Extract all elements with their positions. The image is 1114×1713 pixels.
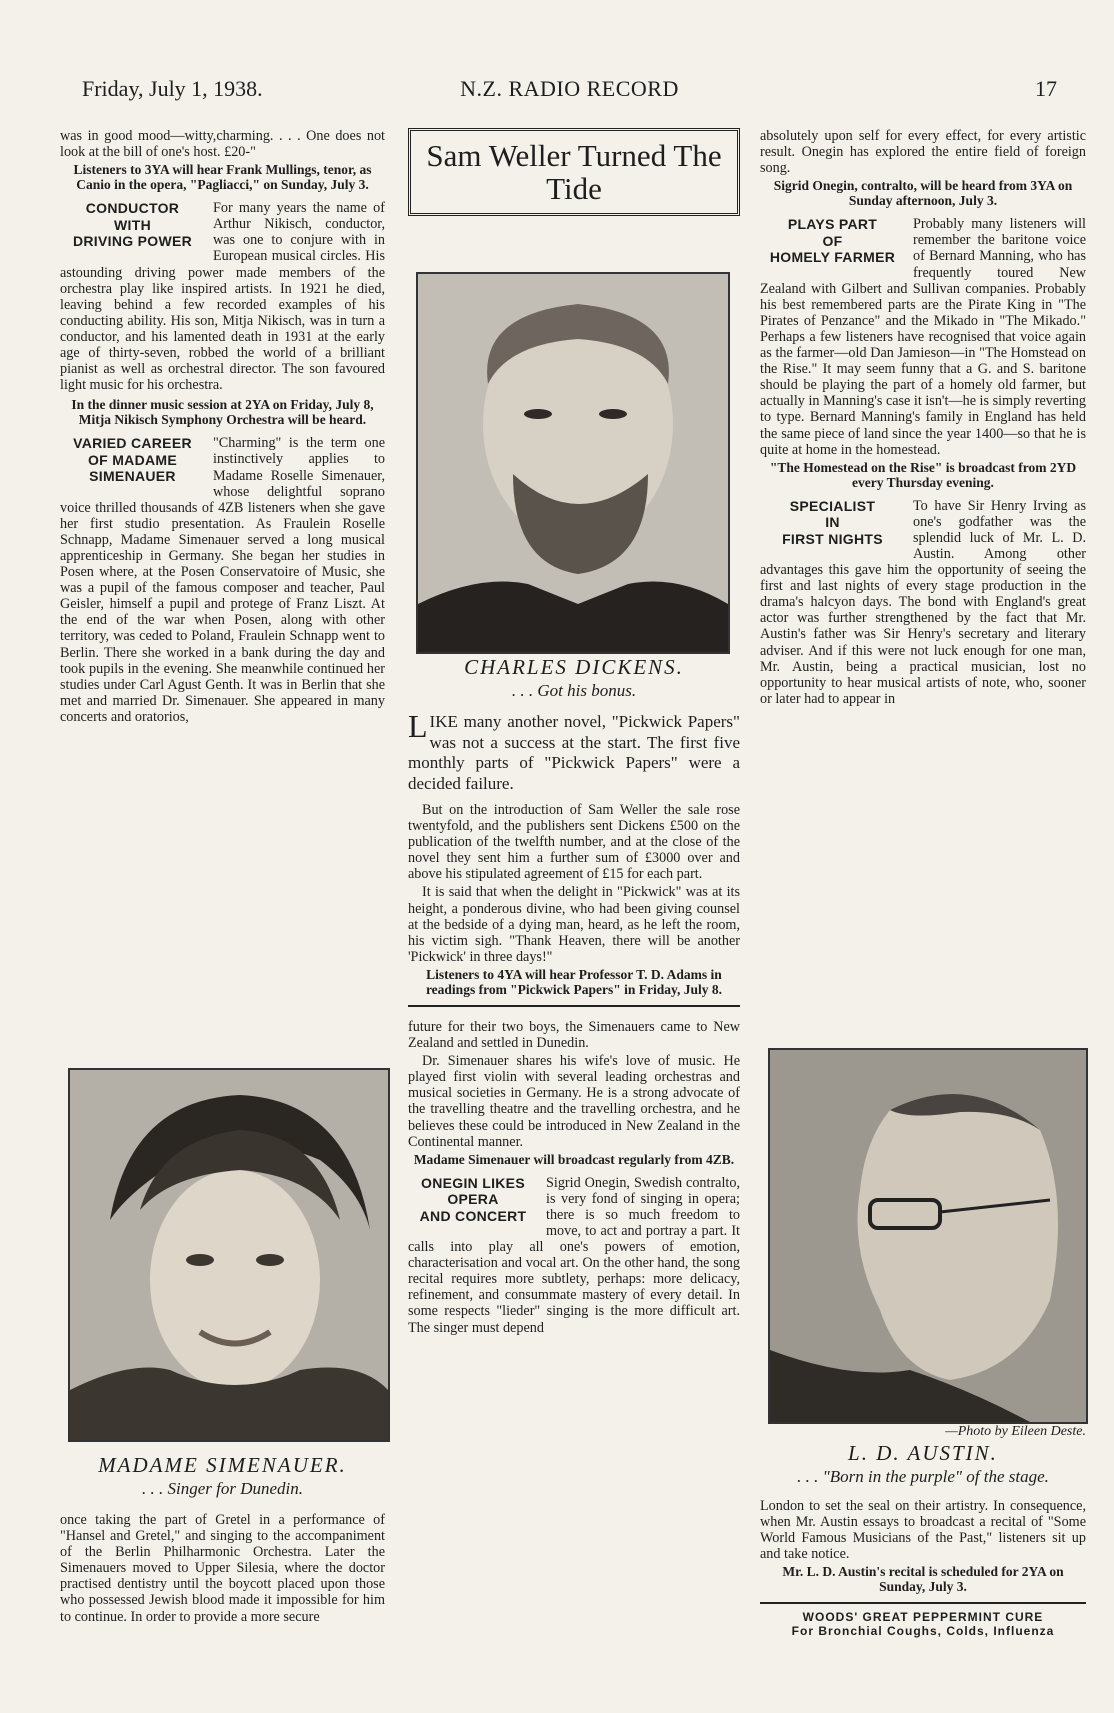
publication-title: N.Z. RADIO RECORD	[460, 76, 679, 101]
col3-intro: absolutely upon self for every effect, for every artistic result. Onegin has explored the entire field of foreign song.	[760, 128, 1086, 177]
simenauer-broadcast-note: Madame Simenauer will broadcast regularly from 4ZB.	[413, 1151, 735, 1167]
photo-credit: —Photo by Eileen Deste.	[945, 1424, 1086, 1439]
page-header	[82, 76, 1057, 106]
conductor-headline: CONDUCTOR WITH DRIVING POWER	[72, 200, 193, 250]
austin-bottom-text: London to set the seal on their artistry. In consequence, when Mr. Austin essays to broadcast a recital of "Some World Famous Musicians of the Past," listeners sit up and take notice.	[760, 1498, 1086, 1563]
conductor-text: For many years the name of Arthur Nikisch, conductor, was one to conjure with in European musical circles. His astounding driving power made members of the orchestra play like inspired artists. In 1921 he died, leaving behind a few recorded examples of his conducting ability. His son, Mitja Nikisch, was in turn a conductor, and his lamented death in 1931 at the early age of thirty-seven, robbed the world of a brilliant pianist as well as orchestral director. The son favoured light music for his orchestra.	[60, 200, 385, 394]
peppermint-cure-ad	[760, 1610, 1086, 1638]
specialist-article	[760, 498, 1086, 707]
conductor-note: In the dinner music session at 2YA on Friday, July 8, Mitja Nikisch Symphony Orchestra will be heard.	[71, 397, 374, 428]
issue-date: Friday, July 1, 1938.	[82, 76, 263, 101]
dickens-paragraph-1: But on the introduction of Sam Weller the sale rose twentyfold, and the publishers sent Dickens £500 on the publication of the twelfth number, and at the close of the novel they sent him a further sum of £3000 over and above his stipulated agreement of £15 for each part.	[408, 802, 740, 883]
plays-part-article	[760, 216, 1086, 489]
ad-line-2: For Bronchial Coughs, Colds, Influenza	[791, 1624, 1055, 1639]
austin-caption	[760, 1440, 1086, 1488]
col1-listener-note: Listeners to 3YA will hear Frank Mullings, tenor, as Canio in the opera, "Pagliacci," on Sunday, July 3.	[73, 162, 372, 193]
onegin-article	[408, 1175, 740, 1336]
dickens-lead-text: IKE many another novel, "Pickwick Papers" was not a success at the start. The first five monthly parts of "Pickwick Papers" were a decided failure.	[408, 712, 740, 793]
dickens-paragraph-2: It is said that when the delight in "Pickwick" was at its height, a ponderous divine, who had been giving counsel at the bedside of a dying man, heard, as he left the room, his victim sigh. "Thank Heaven, there will be another 'Pickwick' in three days!"	[408, 884, 740, 965]
specialist-text: To have Sir Henry Irving as one's godfather was the splendid luck of Mr. L. D. Austin. Among other advantages this gave him the opportunity of seeing the first and last nights of every stage production in the drama's halcyon days. The bond with England's great actor was further strengthened by the fact that Mr. Austin's father was Sir Henry's secretary and literary adviser. And if this were not luck enough for one man, Mr. Austin, being a practical musician, lost no opportunity to hear musical artists of note, who, sooner or later had to appear in	[760, 497, 1086, 707]
plays-part-headline: PLAYS PART OF HOMELY FARMER	[769, 216, 896, 266]
austin-photo	[768, 1048, 1088, 1424]
career-article	[60, 435, 385, 725]
col1-intro: was in good mood—witty,charming. . . . One does not look at the bill of one's host. £20-"	[60, 128, 385, 161]
onegin-headline: ONEGIN LIKES OPERA AND CONCERT	[419, 1174, 527, 1224]
austin-caption-block	[760, 1424, 1086, 1638]
column-3	[760, 128, 1086, 709]
onegin-text: Sigrid Onegin, Swedish contralto, is very fond of singing in opera; there is so much freedom to move, to act and portray a part. It calls into play all one's powers of emotion, characterisation and vocal art. On the other hand, the song recital requires more subtlety, perhaps: more delicacy, refinement, and consummate mastery of every detail. In some respects "lieder" singing is the more difficult art. The singer must depend	[408, 1174, 740, 1336]
specialist-headline: SPECIALIST IN FIRST NIGHTS	[782, 497, 883, 547]
simenauer-continued-2: Dr. Simenauer shares his wife's love of music. He played first violin with several leading orchestras and musical societies in Germany. He is a strong advocate of the travelling theatre and the travelling orchestra, and he believes these could be introduced in New Zealand in the Continental manner.	[408, 1053, 740, 1150]
austin-caption-name: L. D. AUSTIN.	[848, 1441, 998, 1466]
dropcap-letter: L	[408, 708, 428, 744]
austin-recital-note: Mr. L. D. Austin's recital is scheduled for 2YA on Sunday, July 3.	[782, 1564, 1064, 1595]
simenauer-bottom-text: once taking the part of Gretel in a performance of "Hansel and Gretel," and singing to the accompaniment of the Berlin Philharmonic Orchestra. Later the Simenauers moved to Upper Silesia, where the doctor practised dentistry until the boycott placed upon those who possessed Jewish blood made it impossible for him to continue. In order to provide a more secure	[60, 1512, 385, 1625]
career-headline: VARIED CAREER OF MADAME SIMENAUER	[73, 435, 192, 485]
plays-part-text: Probably many listeners will remember the baritone voice of Bernard Manning, who has frequently toured New Zealand with Gilbert and Sullivan companies. Probably his best remembered parts are the Pirate King in "The Pirates of Penzance" and the Mikado in "The Mikado." Perhaps a few listeners have recognised that voice again as the farmer—old Dan Jamieson—in "The Homstead on the Rise." It may seem funny that a G. and S. baritone should be playing the part of a homely old farmer, but actually in Manning's case it isn't—he is simply reverting to type. Bernard Manning's family in England has held the same piece of land since the year 1400—so that he is quite at home in the homestead.	[760, 216, 1086, 458]
column-2-body	[408, 708, 740, 1338]
column-2-divider	[408, 1005, 740, 1007]
dickens-photo	[416, 272, 730, 654]
dickens-caption-name: CHARLES DICKENS.	[464, 655, 684, 679]
ad-divider	[760, 1602, 1086, 1604]
onegin-broadcast-note: Sigrid Onegin, contralto, will be heard from 3YA on Sunday afternoon, July 3.	[773, 178, 1073, 209]
austin-caption-sub: . . . "Born in the purple" of the stage.	[797, 1467, 1049, 1487]
dickens-lead	[408, 708, 740, 794]
homestead-note: "The Homestead on the Rise" is broadcast from 2YD every Thursday evening.	[769, 459, 1077, 490]
page-number: 17	[1035, 76, 1057, 101]
column-2	[408, 128, 740, 230]
career-text: "Charming" is the term one instinctively applies to Madame Roselle Simenauer, whose delightful soprano voice thrilled thousands of 4ZB listeners when she gave her first studio presentation. As Fraulein Roselle Schnapp, Madame Simenauer served a long musical apprenticeship in Germany. She began her studies in Posen where, at the Posen Conservatoire of Music, she was a pupil of the famous composer and teacher, Paul Geisler, himself a pupil and protege of Franz Liszt. At the end of the war when Posen, along with other territory, was ceded to Poland, Fraulein Schnapp went to Berlin. There she worked in a bank during the day and took pupils in the evening. She meanwhile continued her studies under Carl Agust Genth. It was in Berlin that she met and married Dr. Simenauer. She appeared in many concerts and oratorios,	[60, 435, 385, 725]
dickens-caption	[408, 654, 740, 702]
ad-line-1: WOODS' GREAT PEPPERMINT CURE	[802, 1610, 1044, 1625]
column-1	[60, 128, 385, 727]
dickens-caption-sub: . . . Got his bonus.	[511, 681, 637, 700]
simenauer-photo	[68, 1068, 390, 1442]
dickens-listener-note: Listeners to 4YA will hear Professor T. D. Adams in readings from "Pickwick Papers" in Friday, July 8.	[425, 966, 723, 997]
conductor-article	[60, 200, 385, 427]
simenauer-continued-1: future for their two boys, the Simenauers came to New Zealand and settled in Dunedin.	[408, 1018, 740, 1052]
column-1-bottom	[60, 1512, 385, 1627]
simenauer-caption-name: MADAME SIMENAUER.	[98, 1453, 347, 1477]
simenauer-caption	[60, 1452, 385, 1500]
dickens-article-title: Sam Weller Turned The Tide	[408, 128, 740, 216]
simenauer-caption-sub: . . . Singer for Dunedin.	[141, 1479, 304, 1498]
